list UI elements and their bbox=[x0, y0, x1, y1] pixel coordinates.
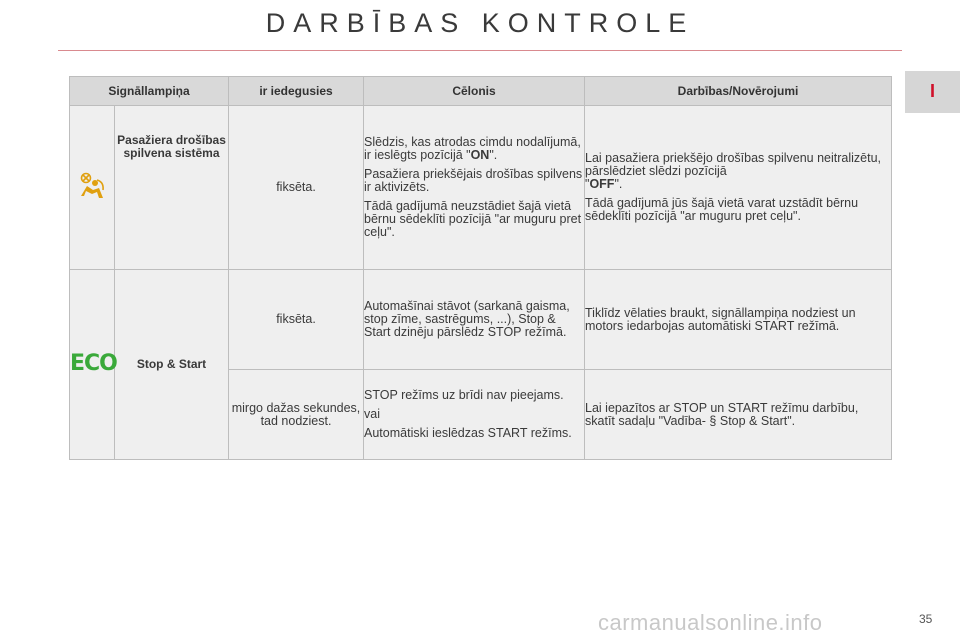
action-paragraph: Tiklīdz vēlaties braukt, signāllampiņa nodziest un motors iedarbojas automātiski START režīmā. bbox=[585, 305, 856, 333]
lamp-icon-cell bbox=[70, 106, 115, 270]
action-paragraph: Tādā gadījumā jūs šajā vietā varat uzstādīt bērnu sēdeklīti pozīcijā "ar muguru pret ceļu". bbox=[585, 196, 859, 223]
column-header: ir iedegusies bbox=[229, 77, 364, 106]
lamp-name: Stop & Start bbox=[115, 270, 229, 460]
chapter-label: I bbox=[929, 81, 935, 101]
column-header: Darbības/Novērojumi bbox=[585, 77, 892, 106]
lamp-name: Pasažiera drošības spilvena sistēma bbox=[115, 106, 229, 270]
column-header: Cēlonis bbox=[364, 77, 585, 106]
cause-paragraph: Automātiski ieslēdzas START režīms. bbox=[364, 426, 572, 440]
lamp-state: mirgo dažas sekundes, tad nodziest. bbox=[229, 370, 364, 460]
page-title: DARBĪBAS KONTROLE bbox=[265, 8, 695, 38]
cause-cell bbox=[364, 106, 585, 270]
table-row bbox=[70, 270, 892, 370]
action-cell bbox=[585, 106, 892, 270]
page-number: 35 bbox=[919, 612, 933, 626]
cause-paragraph: Pasažiera priekšējais drošības spilvens ir aktivizēts. bbox=[364, 167, 583, 194]
cause-cell bbox=[364, 370, 585, 460]
cause-paragraph: Slēdzis, kas atrodas cimdu nodalījumā, ir ieslēgts pozīcijā "ON". bbox=[364, 135, 581, 162]
title-rule bbox=[58, 50, 902, 51]
action-cell bbox=[585, 370, 892, 460]
table-row bbox=[70, 106, 892, 270]
action-cell bbox=[585, 270, 892, 370]
column-header: Signāllampiņa bbox=[70, 77, 229, 106]
table-header-row bbox=[70, 77, 892, 106]
lamp-state: fiksēta. bbox=[229, 106, 364, 270]
action-paragraph: Lai pasažiera priekšējo drošības spilvenu neitralizētu, pārslēdziet slēdzi pozīcijā "OFF". bbox=[585, 151, 882, 191]
eco-icon: ECO bbox=[70, 350, 117, 376]
cause-paragraph: Tādā gadījumā neuzstādiet šajā vietā bērnu sēdeklīti pozīcijā "ar muguru pret ceļu". bbox=[364, 199, 582, 239]
watermark: carmanualsonline.info bbox=[598, 610, 823, 635]
warning-lamp-table bbox=[69, 76, 892, 460]
lamp-state: fiksēta. bbox=[229, 270, 364, 370]
cause-cell bbox=[364, 270, 585, 370]
cause-paragraph: STOP režīms uz brīdi nav pieejams. bbox=[364, 388, 564, 402]
action-paragraph: Lai iepazītos ar STOP un START režīmu darbību, skatīt sadaļu "Vadība- § Stop & Start". bbox=[585, 400, 859, 428]
lamp-icon-cell bbox=[70, 270, 115, 460]
cause-paragraph: vai bbox=[364, 407, 380, 421]
airbag-off-icon bbox=[77, 172, 107, 200]
cause-paragraph: Automašīnai stāvot (sarkanā gaisma, stop zīme, sastrēgums, ...), Stop & Start dzinēju pārslēdz STOP režīmā. bbox=[364, 299, 570, 339]
chapter-tab[interactable] bbox=[905, 71, 960, 113]
